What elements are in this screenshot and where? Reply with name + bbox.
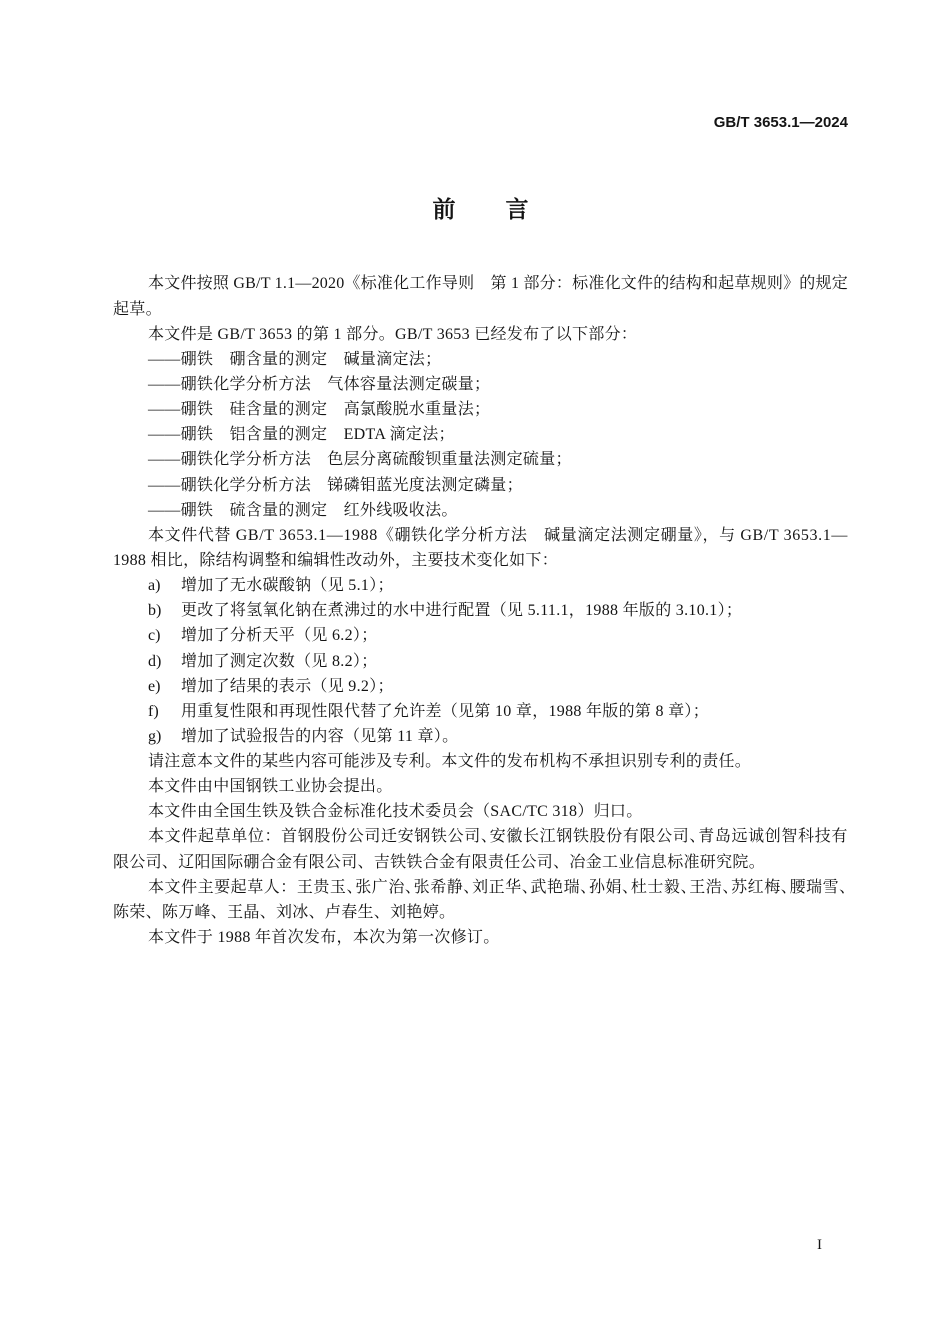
change-item-label: f) — [148, 702, 159, 720]
page-number: I — [817, 1237, 822, 1253]
published-part-item: ——硼铁化学分析方法 气体容量法测定碳量； — [148, 375, 491, 393]
replacement-statement-line: 本文件代替 GB/T 3653.1—1988《硼铁化学分析方法 碱量滴定法测定硼量》，与 GB/T 3653.1— — [148, 526, 848, 544]
change-item — [113, 674, 848, 699]
published-part-item: ——硼铁 硫含量的测定 红外线吸收法。 — [148, 501, 458, 519]
published-part-item: ——硼铁 硅含量的测定 高氯酸脱水重量法； — [148, 401, 491, 419]
change-item — [113, 699, 848, 724]
drafters-line: 陈荣、陈万峰、王晶、刘冰、卢春生、刘艳婷。 — [113, 903, 456, 921]
punctuation: 、 — [680, 878, 690, 896]
drafters-line: 本文件主要起草人：王贵玉、张广治、张希静、刘正华、武艳瑞、孙娟、杜士毅、王浩、苏红梅、腰瑞雪、 — [148, 878, 848, 896]
drafting-units-line: 限公司、辽阳国际硼合金有限公司、吉铁铁合金有限责任公司、冶金工业信息标准研究院。 — [113, 853, 766, 871]
change-item — [113, 724, 848, 749]
series-statement: 本文件是 GB/T 3653 的第 1 部分。GB/T 3653 已经发布了以下部分： — [148, 325, 638, 343]
punctuation: 、 — [839, 878, 848, 896]
punctuation: 、 — [404, 878, 414, 896]
replacement-statement-line: 1988 相比，除结构调整和编辑性改动外，主要技术变化如下： — [113, 551, 559, 569]
patent-notice: 请注意本文件的某些内容可能涉及专利。本文件的发布机构不承担识别专利的责任。 — [148, 753, 752, 771]
punctuation: 、 — [722, 878, 732, 896]
change-item-label: a) — [148, 577, 161, 595]
change-item — [113, 649, 848, 674]
punctuation: 、 — [521, 878, 531, 896]
punctuation: 、 — [780, 878, 790, 896]
published-part-item: ——硼铁化学分析方法 色层分离硫酸钡重量法测定硫量； — [148, 451, 572, 469]
proposed-by: 本文件由中国钢铁工业协会提出。 — [148, 778, 393, 796]
standard-number: GB/T 3653.1—2024 — [713, 114, 848, 131]
change-item-text: 增加了试验报告的内容（见第 11 章）。 — [181, 727, 459, 745]
change-item-label: d) — [148, 652, 162, 670]
jurisdiction-statement: 本文件由全国生铁及铁合金标准化技术委员会（SAC/TC 318）归口。 — [148, 803, 643, 821]
punctuation: 、 — [580, 878, 589, 896]
section-title: 前言 — [432, 197, 579, 223]
drafting-basis-line: 本文件按照 GB/T 1.1—2020《标准化工作导则 第 1 部分：标准化文件的结构和起草规则》的规定 — [148, 275, 848, 293]
change-item-label: c) — [148, 627, 161, 645]
change-item-text: 增加了测定次数（见 8.2）； — [181, 652, 378, 670]
published-part-item: ——硼铁化学分析方法 锑磷钼蓝光度法测定磷量； — [148, 476, 523, 494]
change-item-text: 增加了结果的表示（见 9.2）； — [181, 677, 394, 695]
change-item-label: e) — [148, 677, 161, 695]
change-item-label: b) — [148, 602, 162, 620]
drafting-basis-line: 起草。 — [113, 300, 162, 318]
change-item-text: 更改了将氢氧化钠在煮沸过的水中进行配置（见 5.11.1，1988 年版的 3.10.1）； — [181, 602, 743, 620]
change-item-text: 用重复性限和再现性限代替了允许差（见第 10 章，1988 年版的第 8 章）； — [181, 702, 710, 720]
publication-history: 本文件于 1988 年首次发布，本次为第一次修订。 — [148, 929, 500, 947]
punctuation: 、 — [346, 878, 356, 896]
published-part-item: ——硼铁 铝含量的测定 EDTA 滴定法； — [148, 426, 455, 444]
change-item-text: 增加了分析天平（见 6.2）； — [181, 627, 378, 645]
change-item-label: g) — [148, 727, 162, 745]
punctuation: 、 — [480, 828, 490, 846]
punctuation: 、 — [689, 828, 699, 846]
punctuation: 、 — [622, 878, 631, 896]
change-item — [113, 623, 848, 648]
change-item — [113, 598, 848, 623]
published-part-item: ——硼铁 硼含量的测定 碱量滴定法； — [148, 350, 442, 368]
punctuation: 、 — [463, 878, 473, 896]
change-item — [113, 573, 848, 598]
drafting-units-line: 本文件起草单位：首钢股份公司迁安钢铁公司、安徽长江钢铁股份有限公司、青岛远诚创智科技有 — [148, 828, 848, 846]
preface-body — [113, 271, 848, 950]
change-item-text: 增加了无水碳酸钠（见 5.1）； — [181, 577, 394, 595]
